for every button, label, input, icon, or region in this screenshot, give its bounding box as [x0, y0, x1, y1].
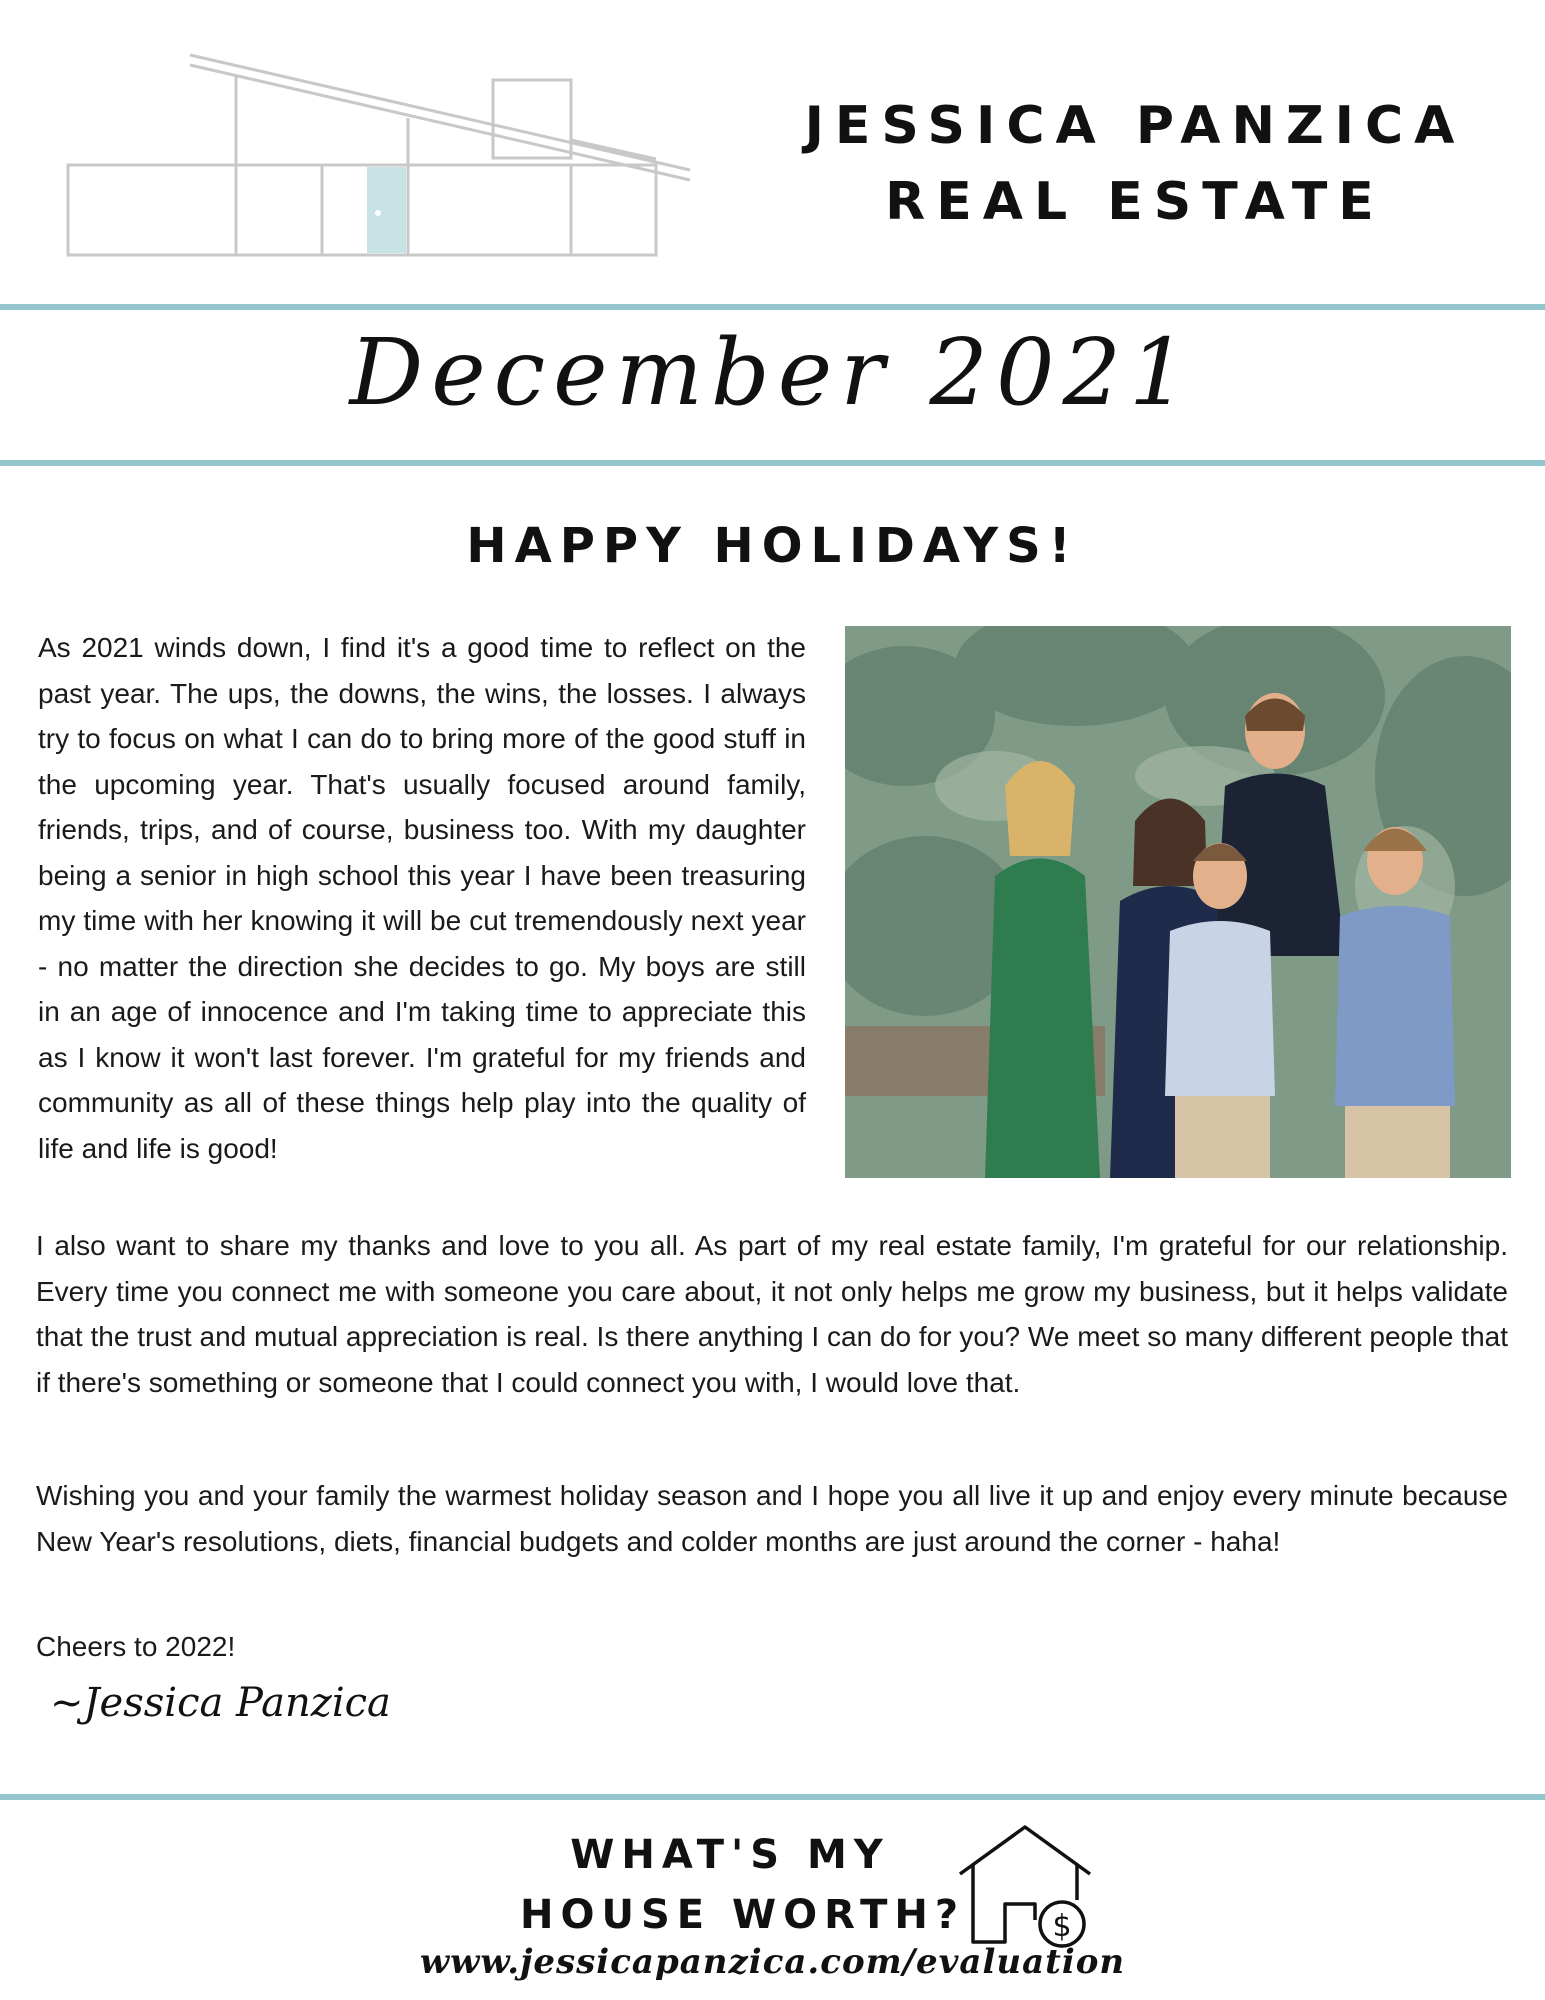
- house-logo-icon: [60, 45, 700, 270]
- issue-month-title: December 2021: [349, 319, 1196, 426]
- brand-name: [790, 88, 1480, 240]
- article-headline: HAPPY HOLIDAYS!: [466, 518, 1079, 574]
- article-paragraph-1: As 2021 winds down, I find it's a good time to reflect on the past year. The ups, the downs, the wins, the losses. I always try to focus on what I can do to bring more of the good stuff in the upcoming year. That's usually focused around family, friends, trips, and of course, business too. With my daughter being a senior in high school this year I have been treasuring my time with her knowing it will be cut tremendously next year - no matter the direction she decides to go. My boys are still in an age of innocence and I'm taking time to appreciate this as I know it won't last forever. I'm grateful for my friends and community as all of these things help play into the quality of life and life is good!: [38, 632, 806, 1164]
- brand-line-1: JESSICA PANZICA: [804, 96, 1466, 156]
- evaluation-link[interactable]: www.jessicapanzica.com/evaluation: [419, 1942, 1126, 1982]
- cta-line-2: HOUSE WORTH?: [520, 1892, 966, 1938]
- article-paragraph-3: Wishing you and your family the warmest holiday season and I hope you all live it up and enjoy every minute because New Year's resolutions, diets, financial budgets and colder months are just around the corner - haha!: [36, 1480, 1508, 1557]
- article-paragraph-2: I also want to share my thanks and love to you all. As part of my real estate family, I'm grateful for our relationship. Every time you connect me with someone you care about, it not only helps me grow my business, but it helps validate that the trust and mutual appreciation is real. Is there anything I can do for you? We meet so many different people that if there's something or someone that I could connect you with, I would love that.: [36, 1230, 1508, 1398]
- house-dollar-icon: [955, 1822, 1095, 1950]
- article-closing: Cheers to 2022!: [36, 1631, 236, 1662]
- footer-divider: [0, 1794, 1545, 1800]
- svg-text:$: $: [1052, 1909, 1072, 1944]
- brand-line-2: REAL ESTATE: [885, 172, 1385, 232]
- family-photo: [845, 626, 1511, 1178]
- month-divider: [0, 460, 1545, 466]
- top-divider: [0, 304, 1545, 310]
- cta-line-1: WHAT'S MY: [570, 1832, 890, 1878]
- home-value-cta[interactable]: [520, 1825, 966, 1945]
- signature: ~Jessica Panzica: [50, 1680, 391, 1726]
